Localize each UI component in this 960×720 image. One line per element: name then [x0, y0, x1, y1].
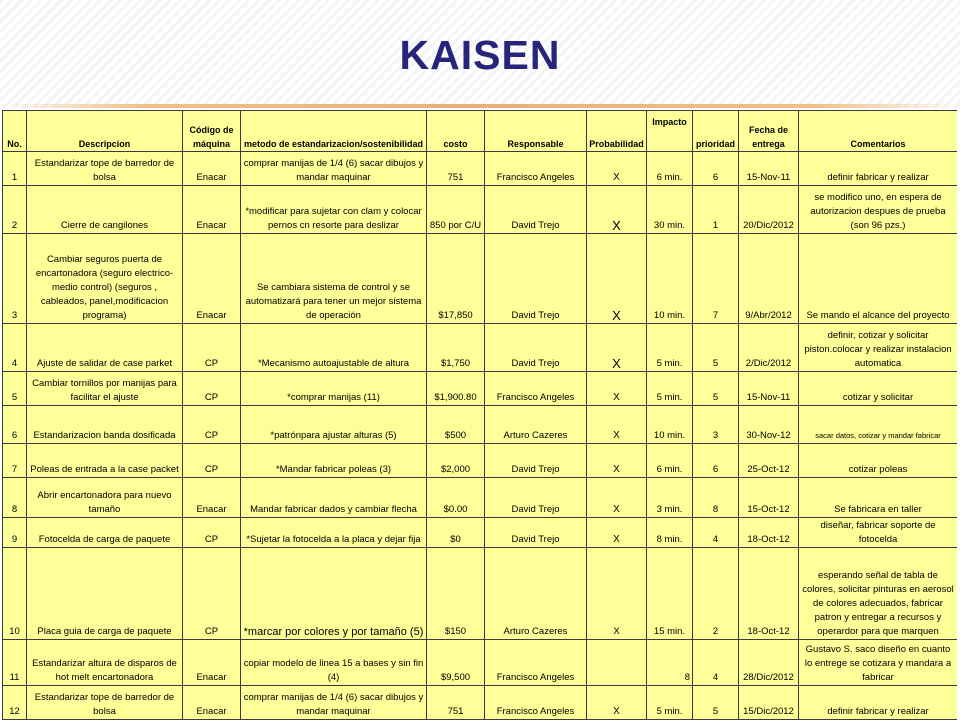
- table-row: [3, 444, 958, 478]
- cell-codigo: Enacar: [183, 640, 241, 686]
- cell-costo: $2,000: [427, 444, 485, 478]
- cell-descripcion: Fotocelda de carga de paquete: [27, 518, 183, 548]
- table-row: [3, 686, 958, 720]
- cell-impacto: 6 min.: [647, 152, 693, 186]
- cell-costo: $9,500: [427, 640, 485, 686]
- cell-impacto: 30 min.: [647, 186, 693, 234]
- cell-costo: 751: [427, 686, 485, 720]
- cell-costo: 751: [427, 152, 485, 186]
- header-impacto: Impacto: [647, 111, 693, 152]
- cell-metodo: Se cambiara sistema de control y se automatizará para tener un mejor sistema de operación: [241, 234, 427, 324]
- kaisen-sheet: [2, 110, 957, 720]
- cell-responsable: Francisco Angeles: [485, 686, 587, 720]
- cell-probabilidad: X: [587, 186, 647, 234]
- cell-impacto: 10 min.: [647, 234, 693, 324]
- header-fecha: Fecha de entrega: [739, 111, 799, 152]
- cell-descripcion: Ajuste de salidar de case parket: [27, 324, 183, 372]
- header-no: No.: [3, 111, 27, 152]
- cell-fecha: 15-Nov-11: [739, 152, 799, 186]
- cell-probabilidad: X: [587, 686, 647, 720]
- cell-fecha: 25-Oct-12: [739, 444, 799, 478]
- table-row: [3, 234, 958, 324]
- cell-fecha: 15-Nov-11: [739, 372, 799, 406]
- table-row: [3, 324, 958, 372]
- cell-fecha: 2/Dic/2012: [739, 324, 799, 372]
- table-row: [3, 548, 958, 640]
- cell-prioridad: 7: [693, 234, 739, 324]
- cell-comentarios: cotizar poleas: [799, 444, 958, 478]
- table-row: [3, 152, 958, 186]
- cell-costo: $0: [427, 518, 485, 548]
- cell-no: 3: [3, 234, 27, 324]
- cell-prioridad: 2: [693, 548, 739, 640]
- cell-responsable: David Trejo: [485, 324, 587, 372]
- table-row: [3, 640, 958, 686]
- cell-costo: 850 por C/U: [427, 186, 485, 234]
- cell-probabilidad: X: [587, 478, 647, 518]
- cell-codigo: CP: [183, 406, 241, 444]
- cell-probabilidad: X: [587, 444, 647, 478]
- cell-responsable: Arturo Cazeres: [485, 548, 587, 640]
- cell-costo: $0.00: [427, 478, 485, 518]
- cell-descripcion: Cambiar tornillos por manijas para facilitar el ajuste: [27, 372, 183, 406]
- cell-codigo: Enacar: [183, 152, 241, 186]
- cell-prioridad: 1: [693, 186, 739, 234]
- header-costo: costo: [427, 111, 485, 152]
- cell-metodo: *Mecanismo autoajustable de altura: [241, 324, 427, 372]
- cell-prioridad: 3: [693, 406, 739, 444]
- cell-metodo: *patrónpara ajustar alturas (5): [241, 406, 427, 444]
- cell-prioridad: 4: [693, 640, 739, 686]
- cell-impacto: 15 min.: [647, 548, 693, 640]
- cell-fecha: 15/Dic/2012: [739, 686, 799, 720]
- cell-codigo: CP: [183, 444, 241, 478]
- cell-probabilidad: X: [587, 406, 647, 444]
- cell-metodo: comprar manijas de 1/4 (6) sacar dibujos y mandar maquinar: [241, 686, 427, 720]
- cell-no: 2: [3, 186, 27, 234]
- cell-codigo: Enacar: [183, 478, 241, 518]
- cell-impacto: 8 min.: [647, 518, 693, 548]
- cell-comentarios: Gustavo S. saco diseño en cuanto lo entrege se cotizara y mandara a fabricar: [799, 640, 958, 686]
- cell-metodo: *marcar por colores y por tamaño (5): [241, 548, 427, 640]
- cell-responsable: David Trejo: [485, 444, 587, 478]
- cell-descripcion: Cierre de cangilones: [27, 186, 183, 234]
- cell-impacto: 3 min.: [647, 478, 693, 518]
- kaisen-table: [2, 110, 957, 720]
- cell-responsable: David Trejo: [485, 186, 587, 234]
- cell-no: 11: [3, 640, 27, 686]
- cell-fecha: 15-Oct-12: [739, 478, 799, 518]
- cell-codigo: Enacar: [183, 234, 241, 324]
- cell-costo: $1,900.80: [427, 372, 485, 406]
- cell-probabilidad: X: [587, 548, 647, 640]
- cell-fecha: 28/Dic/2012: [739, 640, 799, 686]
- header-descripcion: Descripcion: [27, 111, 183, 152]
- cell-responsable: Arturo Cazeres: [485, 406, 587, 444]
- table-row: [3, 518, 958, 548]
- cell-responsable: Francisco Angeles: [485, 372, 587, 406]
- cell-metodo: Mandar fabricar dados y cambiar flecha: [241, 478, 427, 518]
- table-row: [3, 406, 958, 444]
- cell-comentarios: se modifico uno, en espera de autorizacion despues de prueba (son 96 pzs.): [799, 186, 958, 234]
- cell-prioridad: 5: [693, 372, 739, 406]
- cell-comentarios: esperando señal de tabla de colores, solicitar pinturas en aerosol de colores adecuados, fabricar patron y entregar a recursos y operardor para que marquen: [799, 548, 958, 640]
- cell-no: 12: [3, 686, 27, 720]
- cell-descripcion: Estandarizacion banda dosificada: [27, 406, 183, 444]
- cell-comentarios: cotizar y solicitar: [799, 372, 958, 406]
- cell-no: 10: [3, 548, 27, 640]
- cell-probabilidad: [587, 640, 647, 686]
- cell-probabilidad: X: [587, 234, 647, 324]
- cell-prioridad: 8: [693, 478, 739, 518]
- cell-costo: $150: [427, 548, 485, 640]
- cell-comentarios: diseñar, fabricar soporte de fotocelda: [799, 518, 958, 548]
- cell-codigo: Enacar: [183, 686, 241, 720]
- cell-comentarios: definir, cotizar y solicitar piston.colocar y realizar instalacion automatica: [799, 324, 958, 372]
- cell-descripcion: Estandarizar altura de disparos de hot melt encartonadora: [27, 640, 183, 686]
- cell-descripcion: Placa guia de carga de paquete: [27, 548, 183, 640]
- cell-costo: $500: [427, 406, 485, 444]
- cell-metodo: *comprar manijas (11): [241, 372, 427, 406]
- title-divider: [0, 104, 960, 108]
- cell-probabilidad: X: [587, 324, 647, 372]
- cell-fecha: 20/Dic/2012: [739, 186, 799, 234]
- cell-fecha: 9/Abr/2012: [739, 234, 799, 324]
- cell-responsable: David Trejo: [485, 518, 587, 548]
- cell-comentarios: sacar datos, cotizar y mandar fabricar: [799, 406, 958, 444]
- slide-title: KAISEN: [399, 32, 561, 78]
- cell-comentarios: Se fabricara en taller: [799, 478, 958, 518]
- cell-fecha: 30-Nov-12: [739, 406, 799, 444]
- cell-no: 6: [3, 406, 27, 444]
- cell-probabilidad: X: [587, 372, 647, 406]
- cell-comentarios: Se mando el alcance del proyecto: [799, 234, 958, 324]
- cell-responsable: Francisco Angeles: [485, 640, 587, 686]
- cell-fecha: 18-Oct-12: [739, 548, 799, 640]
- cell-impacto: 8: [647, 640, 693, 686]
- cell-impacto: 5 min.: [647, 324, 693, 372]
- cell-descripcion: Cambiar seguros puerta de encartonadora (seguro electrico-medio control) (seguros , cableados, panel,modificacion programa): [27, 234, 183, 324]
- header-metodo: metodo de estandarizacion/sostenibilidad: [241, 111, 427, 152]
- cell-prioridad: 5: [693, 686, 739, 720]
- cell-metodo: comprar manijas de 1/4 (6) sacar dibujos y mandar maquinar: [241, 152, 427, 186]
- cell-fecha: 18-Oct-12: [739, 518, 799, 548]
- cell-costo: $1,750: [427, 324, 485, 372]
- header-prioridad: prioridad: [693, 111, 739, 152]
- table-row: [3, 186, 958, 234]
- cell-codigo: CP: [183, 324, 241, 372]
- cell-responsable: David Trejo: [485, 478, 587, 518]
- cell-probabilidad: X: [587, 152, 647, 186]
- cell-comentarios: definir fabricar y realizar: [799, 686, 958, 720]
- cell-metodo: *modificar para sujetar con clam y colocar pernos cn resorte para deslizar: [241, 186, 427, 234]
- cell-costo: $17,850: [427, 234, 485, 324]
- table-row: [3, 372, 958, 406]
- cell-no: 4: [3, 324, 27, 372]
- cell-prioridad: 4: [693, 518, 739, 548]
- cell-descripcion: Poleas de entrada a la case packet: [27, 444, 183, 478]
- cell-prioridad: 6: [693, 152, 739, 186]
- cell-prioridad: 6: [693, 444, 739, 478]
- header-row: [3, 111, 958, 152]
- cell-codigo: CP: [183, 518, 241, 548]
- cell-metodo: copiar modelo de linea 15 a bases y sin fin (4): [241, 640, 427, 686]
- cell-metodo: *Sujetar la fotocelda a la placa y dejar fija: [241, 518, 427, 548]
- cell-responsable: Francisco Angeles: [485, 152, 587, 186]
- header-comentarios: Comentarios: [799, 111, 958, 152]
- cell-descripcion: Estandarizar tope de barredor de bolsa: [27, 686, 183, 720]
- cell-no: 7: [3, 444, 27, 478]
- cell-impacto: 6 min.: [647, 444, 693, 478]
- cell-no: 9: [3, 518, 27, 548]
- cell-no: 1: [3, 152, 27, 186]
- cell-codigo: CP: [183, 548, 241, 640]
- header-codigo: Código de máquina: [183, 111, 241, 152]
- cell-no: 5: [3, 372, 27, 406]
- cell-responsable: David Trejo: [485, 234, 587, 324]
- table-row: [3, 478, 958, 518]
- cell-impacto: 5 min.: [647, 686, 693, 720]
- cell-no: 8: [3, 478, 27, 518]
- cell-descripcion: Estandarizar tope de barredor de bolsa: [27, 152, 183, 186]
- cell-probabilidad: X: [587, 518, 647, 548]
- cell-codigo: Enacar: [183, 186, 241, 234]
- cell-impacto: 10 min.: [647, 406, 693, 444]
- cell-codigo: CP: [183, 372, 241, 406]
- header-responsable: Responsable: [485, 111, 587, 152]
- cell-impacto: 5 min.: [647, 372, 693, 406]
- cell-comentarios: definir fabricar y realizar: [799, 152, 958, 186]
- cell-descripcion: Abrir encartonadora para nuevo tamaño: [27, 478, 183, 518]
- cell-prioridad: 5: [693, 324, 739, 372]
- header-probabilidad: Probabilidad: [587, 111, 647, 152]
- cell-metodo: *Mandar fabricar poleas (3): [241, 444, 427, 478]
